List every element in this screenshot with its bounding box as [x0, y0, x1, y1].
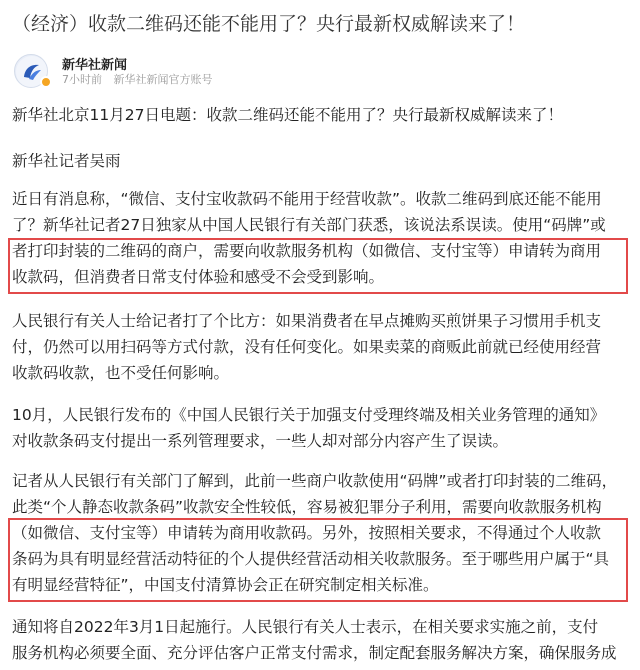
author-row [14, 54, 614, 90]
verified-badge-icon [40, 76, 52, 88]
author-name[interactable]: 新华社新闻 [62, 58, 128, 73]
article-title: （经济）收款二维码还能不能用了？央行最新权威解读来了！ [12, 13, 526, 35]
text-line: 近日有消息称，“微信、支付宝收款码不能用于经营收款”。收款二维码到底还能不能用 [12, 190, 602, 208]
post-time: 7小时前 [62, 73, 102, 86]
text-line: 服务机构必须要全面、充分评估客户正常支付需求，制定配套服务解决方案，确保服务成 [12, 644, 617, 662]
text-line: 通知将自2022年3月1日起施行。人民银行有关人士表示，在相关要求实施之前，支付 [12, 618, 599, 636]
text-line: 收款码，但消费者日常支付体验和感受不会受到影响。 [12, 268, 385, 286]
text-line: 新华社记者吴雨 [12, 152, 121, 170]
text-line: 条码为具有明显经营活动特征的个人提供经营活动相关收款服务。至于哪些用户属于“具 [12, 550, 610, 568]
paragraph-notice [12, 402, 628, 454]
text-line: 此类“个人静态收款条码”收款安全性较低，容易被犯罪分子利用，需要向收款服务机构 [12, 498, 602, 516]
text-line: 10月，人民银行发布的《中国人民银行关于加强支付受理终端及相关业务管理的通知》 [12, 406, 606, 424]
paragraph-effective-date [12, 614, 628, 666]
text-line: 有明显经营特征”，中国支付清算协会正在研究制定相关标准。 [12, 576, 439, 594]
text-line: 对收款条码支付提出一系列管理要求，一些人却对部分内容产生了误读。 [12, 432, 509, 450]
paragraph-byline [12, 148, 628, 174]
text-line: 者打印封装的二维码的商户，需要向收款服务机构（如微信、支付宝等）申请转为商用 [12, 242, 602, 260]
author-meta [62, 71, 213, 87]
text-line: 人民银行有关人士给记者打了个比方：如果消费者在早点摊购买煎饼果子习惯用手机支 [12, 312, 602, 330]
author-source: 新华社新闻官方账号 [113, 73, 213, 86]
text-line: 了？新华社记者27日独家从中国人民银行有关部门获悉，该说法系误读。使用“码牌”或 [12, 216, 606, 234]
paragraph-dateline [12, 102, 628, 128]
text-line: 记者从人民银行有关部门了解到，此前一些商户收款使用“码牌”或者打印封装的二维码， [12, 472, 618, 490]
paragraph-details [12, 468, 628, 598]
paragraph-intro [12, 186, 628, 290]
text-line: 付，仍然可以用扫码等方式付款，没有任何变化。如果卖菜的商贩此前就已经使用经营 [12, 338, 602, 356]
text-line: （如微信、支付宝等）申请转为商用收款码。另外，按照相关要求，不得通过个人收款 [12, 524, 602, 542]
paragraph-analogy [12, 308, 628, 386]
text-line: 收款码收款，也不受任何影响。 [12, 364, 230, 382]
text-line: 新华社北京11月27日电题：收款二维码还能不能用了？央行最新权威解读来了！ [12, 106, 563, 124]
